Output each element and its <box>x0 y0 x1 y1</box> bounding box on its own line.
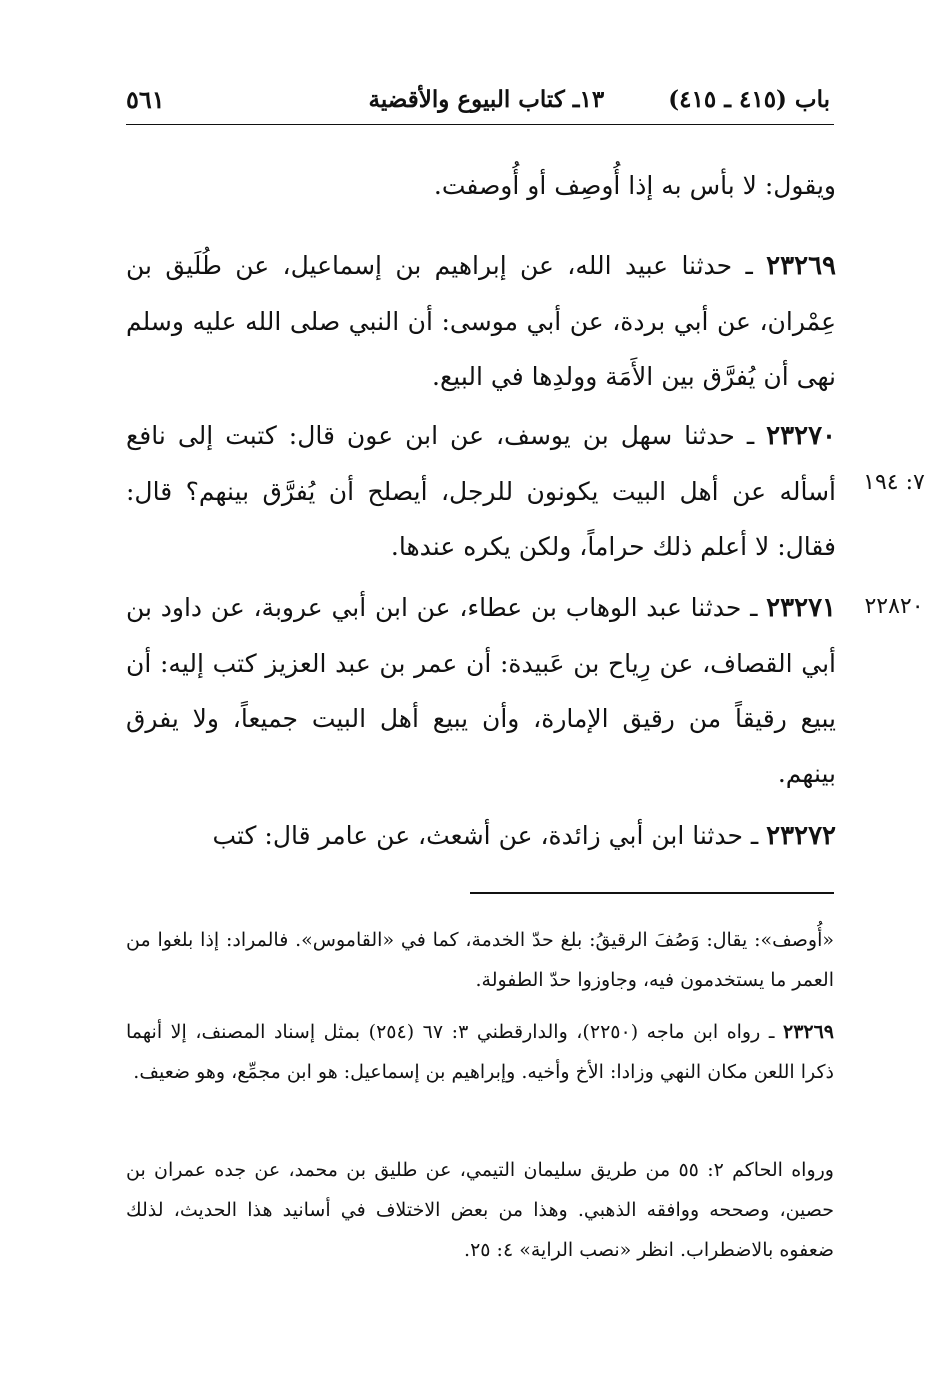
margin-reference: ٧: ١٩٤ <box>863 470 925 495</box>
page-number: ٥٦١ <box>126 84 165 114</box>
margin-reference: ٢٢٨٢٠ <box>864 594 924 619</box>
footnote: ورواه الحاكم ٢: ٥٥ من طريق سليمان التيمي، عن طليق بن محمد، عن جده عمران بن حصين، وصححه ووافقه الذهبي. وهذا من بعض الاختلاف في أسانيد هذا الحديث، لذلك ضعفوه بالاضطراب. انظر «نصب الراية» ٤: ٢٥. <box>126 1159 834 1261</box>
hadith-number: ٢٣٢٧١ <box>766 593 836 623</box>
running-header <box>126 80 834 118</box>
hadith-23272 <box>126 808 836 864</box>
hadith-number: ٢٣٢٧٢ <box>766 821 836 851</box>
footnote-number: ٢٣٢٦٩ <box>782 1021 835 1043</box>
hadith-text: ـ حدثنا عبد الوهاب بن عطاء، عن ابن أبي عروبة، عن داود بن أبي القصاف، عن رِياح بن عَبيدة: أن عمر بن عبد العزيز كتب إليه: أن يبيع رقيقاً من رقيق الإمارة، وأن يبيع أهل البيت جميعاً، ولا يفرق بينهم. <box>126 593 836 788</box>
hadith-number: ٢٣٢٦٩ <box>766 251 836 281</box>
hadith-23271 <box>126 580 836 801</box>
footnote-rule <box>470 892 834 894</box>
chapter-reference: باب (٤١٥ ـ ٤١٥) <box>668 85 830 113</box>
hadith-number: ٢٣٢٧٠ <box>766 421 836 451</box>
hadith-text: ـ حدثنا عبيد الله، عن إبراهيم بن إسماعيل، عن طُلَيق بن عِمْران، عن أبي بردة، عن أبي موسى: أن النبي صلى الله عليه وسلم نهى أن يُفرَّق بين الأَمَة وولدِها في البيع. <box>126 251 836 391</box>
footnote <box>126 1012 834 1092</box>
hadith-23269 <box>126 238 836 404</box>
footnote: «أُوصف»: يقال: وَصُفَ الرقيقُ: بلغ حدّ الخدمة، كما في «القاموس». فالمراد: إذا بلغوا من العمر ما يستخدمون فيه، وجاوزوا حدّ الطفولة. <box>126 929 834 991</box>
hadith-text: ـ حدثنا ابن أبي زائدة، عن أشعث، عن عامر قال: كتب <box>212 821 759 850</box>
hadith-23270 <box>126 408 836 574</box>
footnote-text: ـ رواه ابن ماجه (٢٢٥٠)، والدارقطني ٣: ٦٧ (٢٥٤) بمثل إسناد المصنف، إلا أنهما ذكرا اللعن مكان النهي وزادا: الأخ وأخيه. وإبراهيم بن إسماعيل: هو ابن مجمِّع، وهو ضعيف. <box>126 1021 834 1083</box>
book-title: ١٣ـ كتاب البيوع والأقضية <box>368 85 605 113</box>
hadith-text: ـ حدثنا سهل بن يوسف، عن ابن عون قال: كتبت إلى نافع أسأله عن أهل البيت يكونون للرجل، أيصلح أن يُفرَّق بينهم؟ قال: فقال: لا أعلم ذلك حراماً، ولكن يكره عندها. <box>126 421 836 561</box>
header-rule <box>126 124 834 125</box>
paragraph-continuation: ويقول: لا بأس به إذا أُوصِف أو أُوصفت. <box>433 171 836 200</box>
